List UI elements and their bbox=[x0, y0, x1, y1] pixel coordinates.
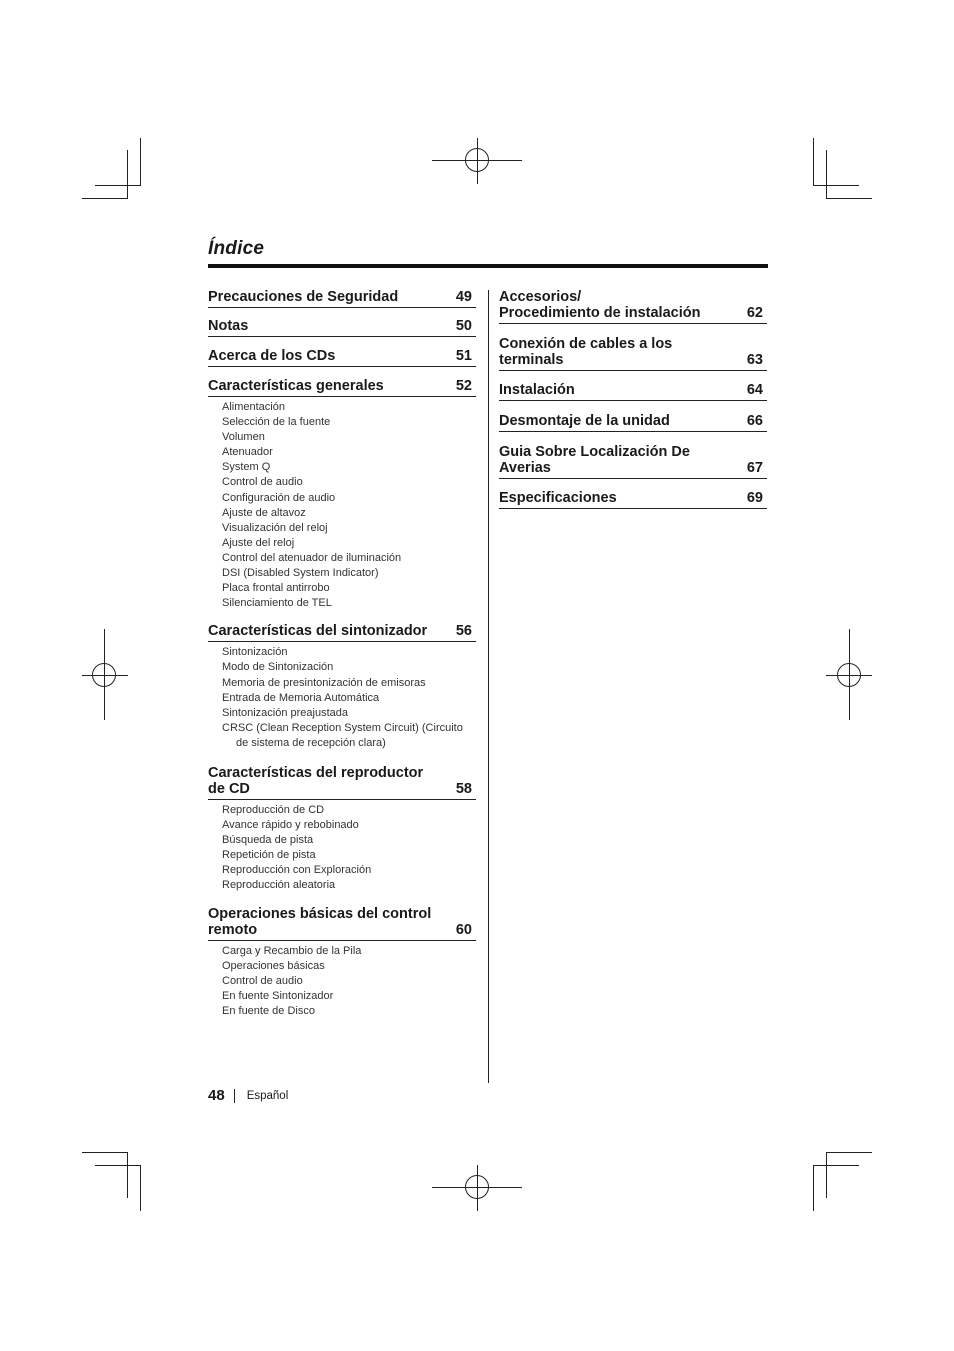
toc-subitem[interactable]: Carga y Recambio de la Pila bbox=[222, 944, 362, 957]
toc-subitem[interactable]: Reproducción con Exploración bbox=[222, 864, 372, 877]
toc-subitem[interactable]: Búsqueda de pista bbox=[222, 834, 314, 847]
toc-subitem[interactable]: Memoria de presintonización de emisoras bbox=[222, 676, 426, 689]
toc-subitem[interactable]: Selección de la fuente bbox=[222, 416, 331, 429]
toc-section bbox=[208, 904, 476, 1019]
toc-right-column bbox=[499, 287, 767, 509]
toc-subitems bbox=[222, 400, 476, 611]
toc-entry[interactable] bbox=[499, 411, 767, 432]
toc-section bbox=[208, 621, 476, 751]
toc-entry[interactable] bbox=[208, 346, 476, 367]
page-number: 48 bbox=[208, 1087, 225, 1104]
toc-subitem[interactable]: Alimentación bbox=[222, 401, 285, 413]
toc-entry[interactable] bbox=[208, 287, 476, 308]
toc-subitem[interactable]: Entrada de Memoria Automática bbox=[222, 691, 380, 704]
toc-entry-title: Desmontaje de la unidad bbox=[499, 413, 670, 429]
toc-subitem[interactable]: Visualización del reloj bbox=[222, 521, 328, 534]
toc-subitem[interactable]: Modo de Sintonización bbox=[222, 661, 334, 674]
toc-entry-title: Instalación bbox=[499, 382, 575, 398]
toc-left-column bbox=[208, 287, 476, 1019]
toc-entry-page: 51 bbox=[455, 348, 472, 364]
footer-separator bbox=[234, 1089, 235, 1103]
toc-section bbox=[499, 380, 767, 401]
toc-entry-page: 66 bbox=[746, 413, 763, 429]
toc-subitem[interactable]: Volumen bbox=[222, 431, 265, 444]
footer-language: Español bbox=[246, 1089, 289, 1102]
toc-entry-page: 69 bbox=[746, 490, 763, 506]
toc-subitems bbox=[222, 803, 476, 894]
toc-entry[interactable] bbox=[208, 316, 476, 337]
toc-section bbox=[208, 287, 476, 308]
toc-entry-page: 64 bbox=[746, 382, 763, 398]
toc-entry-title: Precauciones de Seguridad bbox=[208, 289, 399, 305]
toc-section bbox=[499, 287, 767, 324]
toc-entry-title: Características del reproductor de CD bbox=[208, 764, 424, 797]
toc-entry[interactable] bbox=[499, 380, 767, 401]
toc-entry-title: Accesorios/ Procedimiento de instalación bbox=[499, 289, 701, 321]
toc-section bbox=[499, 334, 767, 371]
toc-section bbox=[208, 316, 476, 337]
toc-entry-title: Especificaciones bbox=[499, 490, 617, 506]
toc-entry-page: 52 bbox=[455, 378, 472, 394]
toc-entry-page: 56 bbox=[455, 623, 472, 640]
toc-entry-title: Notas bbox=[208, 318, 249, 334]
toc-entry-title: Acerca de los CDs bbox=[208, 348, 336, 364]
toc-subitem[interactable]: Configuración de audio bbox=[222, 491, 336, 504]
toc-section bbox=[499, 411, 767, 432]
toc-subitem[interactable]: Sintonización preajustada bbox=[222, 706, 348, 719]
toc-entry-page: 67 bbox=[746, 460, 763, 476]
toc-subitem[interactable]: Repetición de pista bbox=[222, 849, 316, 862]
toc-subitems bbox=[222, 944, 476, 1019]
toc-subitem[interactable]: Avance rápido y rebobinado bbox=[222, 819, 359, 832]
toc-entry[interactable] bbox=[208, 763, 476, 800]
toc-section bbox=[499, 488, 767, 509]
toc-section bbox=[208, 763, 476, 894]
toc-entry-page: 50 bbox=[455, 318, 472, 334]
toc-subitem[interactable]: Operaciones básicas bbox=[222, 959, 325, 972]
toc-subitem[interactable]: Reproducción de CD bbox=[222, 803, 325, 816]
toc-subitem[interactable]: Sintonización bbox=[222, 646, 288, 659]
toc-entry[interactable] bbox=[499, 334, 767, 371]
toc-entry-title: Conexión de cables a los terminals bbox=[499, 336, 673, 368]
toc-subitems bbox=[222, 645, 476, 751]
toc-entry-title: Características del sintonizador bbox=[208, 623, 428, 640]
toc-entry[interactable] bbox=[208, 376, 476, 397]
toc-subitem[interactable]: System Q bbox=[222, 461, 271, 474]
toc-subitem[interactable]: CRSC (Clean Reception System Circuit) (Circuito de sistema de recepción clara) bbox=[222, 721, 463, 749]
page-footer bbox=[208, 1087, 288, 1104]
toc-section bbox=[208, 376, 476, 611]
toc-entry-page: 60 bbox=[455, 921, 472, 938]
toc-entry-page: 62 bbox=[746, 305, 763, 321]
title-rule bbox=[208, 264, 768, 268]
toc-subitem[interactable]: Control de audio bbox=[222, 476, 303, 489]
toc-subitem[interactable]: Atenuador bbox=[222, 446, 273, 459]
toc-entry-page: 63 bbox=[746, 352, 763, 368]
toc-subitem[interactable]: Control del atenuador de iluminación bbox=[222, 551, 402, 564]
toc-entry[interactable] bbox=[208, 621, 476, 642]
toc-subitem[interactable]: Reproducción aleatoria bbox=[222, 879, 336, 892]
toc-entry-page: 49 bbox=[455, 289, 472, 305]
toc-entry-title: Operaciones básicas del control remoto bbox=[208, 905, 432, 938]
toc-entry-page: 58 bbox=[455, 780, 472, 797]
toc-subitem[interactable]: En fuente Sintonizador bbox=[222, 989, 334, 1002]
toc-subitem[interactable]: En fuente de Disco bbox=[222, 1004, 315, 1017]
toc-subitem[interactable]: Ajuste del reloj bbox=[222, 536, 295, 549]
toc-subitem[interactable]: Placa frontal antirrobo bbox=[222, 582, 330, 595]
toc-section bbox=[208, 346, 476, 367]
page-title: Índice bbox=[208, 238, 265, 259]
toc-entry-title: Características generales bbox=[208, 378, 384, 394]
toc-subitem[interactable]: Control de audio bbox=[222, 974, 303, 987]
toc-entry[interactable] bbox=[499, 488, 767, 509]
toc-entry-title: Guia Sobre Localización De Averias bbox=[499, 444, 690, 476]
toc-entry[interactable] bbox=[499, 442, 767, 479]
toc-entry[interactable] bbox=[208, 904, 476, 941]
toc-section bbox=[499, 442, 767, 479]
toc-subitem[interactable]: Silenciamiento de TEL bbox=[222, 597, 332, 610]
toc-subitem[interactable]: Ajuste de altavoz bbox=[222, 506, 306, 519]
toc-entry[interactable] bbox=[499, 287, 767, 324]
toc-subitem[interactable]: DSI (Disabled System Indicator) bbox=[222, 567, 379, 580]
column-divider bbox=[488, 290, 489, 1083]
